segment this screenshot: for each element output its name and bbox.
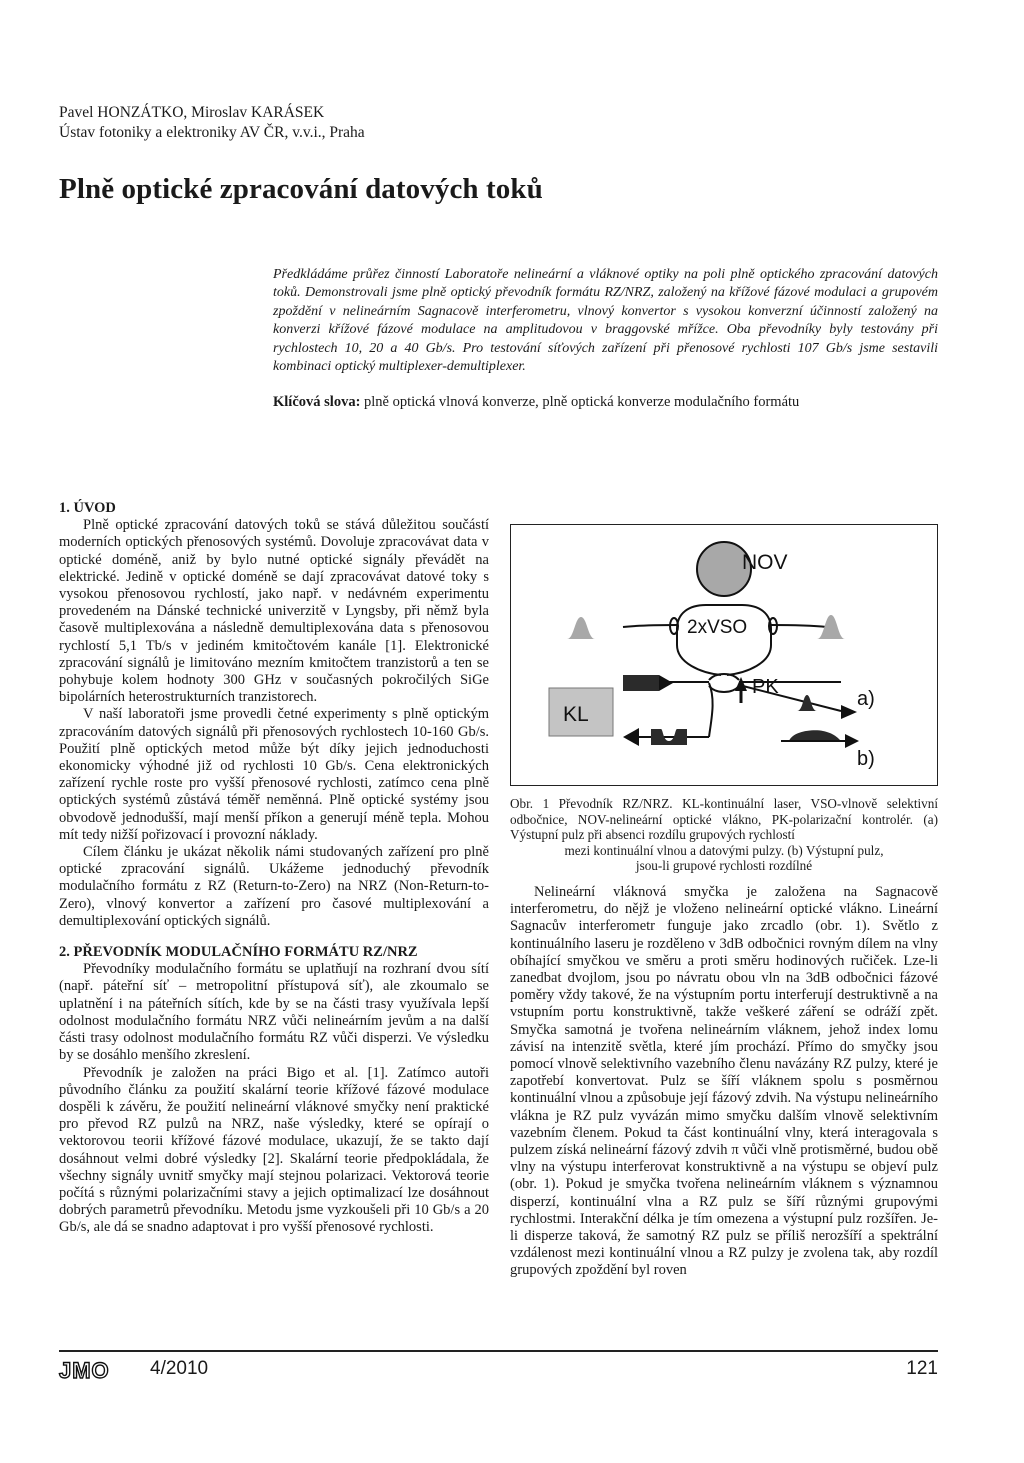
pk-label: PK [752,676,779,698]
right-column-paragraph: Nelineární vláknová smyčka je založena na Sagnacově interferometru, do nějž je vloženo nelineární optické vlákno. Lineární Sagnacův interferometr funguje jako zrcadlo (obr. 1). Světlo z kontinuálního laseru je rozděleno v 3dB odbočnici rovným dílem na vlny obíhající smyčkou ve směru a proti směru hodinových ručiček. Lze-li zanedbat dvojlom, jsou po návratu obou vln na 3dB odbočnici fázové poměry vždy takové, že na výstupním portu interferují destruktivně a na vstupním portu konstruktivně, takže veškeré záření se odráží zpět. Smyčka samotná je tvořena nelineárním vláknem, jehož index lomu závisí na intenzitě světla, které jím prochází. Přímo do smyčky jsou pomocí vlnově selektivního vazebního členu navázány RZ pulzy, které je zapotřebí konvertovat. Pulz se šíří vláknem spolu s posměrnou kontinuální vlnou a způsobuje její fázový zdvih. Na výstupu nelineárního vlákna je RZ pulz vyvázán mimo smyčku dalším vlnově selektivním vazebním členem. Pokud ta část kontinuální vlny, která interagovala s pulzem získá nelineární fázový zdvih π vůči vlně protisměrné, budou obě vlny na výstupu interferovat konstruktivně a na výstupu se objeví pulz (obr. 1). Pokud je smyčka tvořena nelineárním vláknem s významnou disperzí, kontinuální vlna a RZ pulz se šíří různými grupovými rychlostmi. Interakční délka je tím omezena a výstupní pulz rozšířen. Je-li disperze taková, že samotný RZ pulz se příliš nerozšíří a spektrální vzdálenost mezi kontinuální vlnou a RZ pulzy je zvolena tak, aby rozdíl grupových zpoždění byl roven [510,884,938,1279]
keywords-label: Klíčová slova: [273,394,361,410]
affiliation: Ústav fotoniky a elektroniky AV ČR, v.v.i., Praha [59,124,365,141]
coupler-3db [709,674,739,692]
input-pulse-icon [567,617,595,639]
footer-rule [59,1350,938,1352]
cw-block-icon [623,675,659,691]
issue-number: 4/2010 [150,1358,209,1379]
caption-line: mezi kontinuální vlnou a datovými pulzy. (b) Výstupní pulz, [564,842,884,858]
section-2-heading: 2. PŘEVODNÍK MODULAČNÍHO FORMÁTU RZ/NRZ [59,944,418,961]
vso-label: 2xVSO [687,617,748,638]
coupler-return-path [709,683,713,737]
authors: Pavel HONZÁTKO, Miroslav KARÁSEK [59,104,325,121]
caption-line: jsou-li grupové rychlosti rozdílné [635,858,813,874]
figure-1 [510,524,938,786]
right-column [510,884,938,1280]
section-1-paragraph: Cílem článku je ukázat několik námi studovaných zařízení pro plně optické zpracování signálů. Ukážeme jednoduchý převodník modulačního formátu z RZ (Return-to-Zero) na NRZ (Non-Return-to-Zero), vlnový konvertor a zařízení pro časové multiplexování a demultiplexování optických signálů. [59,844,489,929]
journal-logo: JMO [59,1358,110,1383]
section-1-paragraph: Plně optické zpracování datových toků se stává důležitou součástí moderních optických přenosových systémů. Dovoluje zpracovávat data v optické doméně, aniž by bylo nutné optické signály převádět na elektrické. Jedině v optické doméně se dají zpracovávat datové toky s vysokou přenosovou rychlostí, jako např. v nedávném experimentu provedeném na Dánské technické univerzitě v Lyngsby, při němž byla časově multiplexována a následně demultiplexována data s přenosovou rychlostí 5,1 Tb/s v jediném kmitočtovém kanále [1]. Elektronické zpracování signálů je limitováno mezním kmitočtem tranzistorů a ten se pohybuje kolem hodnoty 300 GHz v současných pokročilých SiGe bipolárních heterostrukturních tranzistorech. [59,517,489,706]
section-2-paragraph: Převodníky modulačního formátu se uplatňují na rozhraní dvou sítí (např. páteřní síť – metropolitní přístupová síť), ale zkoumalo se uplatnění i na páteřních sítích, kde by se na části trasy využívala lepší odolnost modulačního formátu NRZ vůči nelineárním jevům a na další části trasy odolnost modulačního formátu RZ vůči disperzi. Ve výsledku by se dosáhlo menšího zkreslení. [59,961,489,1064]
keywords [273,394,938,411]
keywords-text: plně optická vlnová konverze, plně optická konverze modulačního formátu [364,394,800,410]
reflected-arrow-icon [623,728,639,746]
left-column [59,500,489,1237]
caption-line: Obr. 1 Převodník RZ/NRZ. KL-kontinuální laser, VSO-vlnově selektivní odbočnice, NOV-nelineární optické vlákno, PK-polarizační kontrolér. (a) Výstupní pulz při absenci rozdílu grupových rychlostí [510,796,938,843]
author-block [59,103,365,143]
output-a-arrow-icon [841,705,857,719]
output-a-pulse-icon [797,695,817,711]
output-b-pulse-icon [789,730,841,741]
page-number: 121 [906,1358,938,1379]
section-1-paragraph: V naší laboratoři jsme provedli četné experimenty s plně optickým zpracováním datových signálů při přenosových rychlostech 10-160 Gb/s. Použití plně optických metod může být díky jejich jednoduchosti ekonomicky výhodné již od rychlosti 10 Gb/s. Cena elektronických zařízení rychle roste pro vyšší přenosové rychlosti, zatímco cena plně optických systémů zůstává téměř neměnná. Plně optické systémy jsou obvodově jednodušší, mají menší příkon a generují méně tepla. Mohou mít tedy nižší pořizovací i provozní náklady. [59,706,489,843]
cw-arrow-icon [659,675,673,691]
article-title: Plně optické zpracování datových toků [59,173,543,205]
section-1-heading: 1. ÚVOD [59,500,116,516]
nov-label: NOV [742,551,788,574]
converter-diagram [511,525,937,785]
laser-label: KL [563,703,589,726]
output-b-label: b) [857,748,875,770]
section-2-paragraph: Převodník je založen na práci Bigo et al. [1]. Zatímco autoři původního článku za použití skalární teorie křížové fázové modulace dospěli k závěru, že použití nelineární vláknové smyčky není praktické pro převod RZ pulzů na NRZ, naše výsledky, které se opírají o vektorovou teorii křížové fázové modulace, ukazují, že se takto dají dosáhnout velmi dobré výsledky [2]. Skalární teorie předpokládala, že všechny signály uvnitř smyčky mají stejnou polarizaci. Vektorová teorie počítá s různými polarizačními stavy a jejich optimalizací lze dosáhnout dobrých parametrů převodníku. Metodu jsme vyzkoušeli při 10 Gb/s a 20 Gb/s, ale dá se snadno adaptovat i pro vyšší přenosové rychlosti. [59,1064,489,1236]
abstract: Předkládáme průřez činností Laboratoře nelineární a vláknové optiky na poli plně optického zpracování datových toků. Demonstrovali jsme plně optický převodník formátu RZ/NRZ, založený na křížové fázové modulaci a grupovém zpoždění v nelineárním Sagnacově interferometru, vlnový konvertor s vysokou konverzní účinností založený na konverzi křížové fázové modulace na amplitudovou v braggovské mřížce. Oba převodníky byly testovány při rychlostech 10, 20 a 40 Gb/s. Pro testování síťových zařízení při přenosové rychlosti 107 Gb/s jsme sestavili kombinaci optický multiplexer-demultiplexer. [273,267,938,375]
output-a-label: a) [857,688,875,710]
sagnac-loop [677,605,771,675]
output-b-arrow-icon [845,734,859,748]
figure-caption [510,796,938,874]
